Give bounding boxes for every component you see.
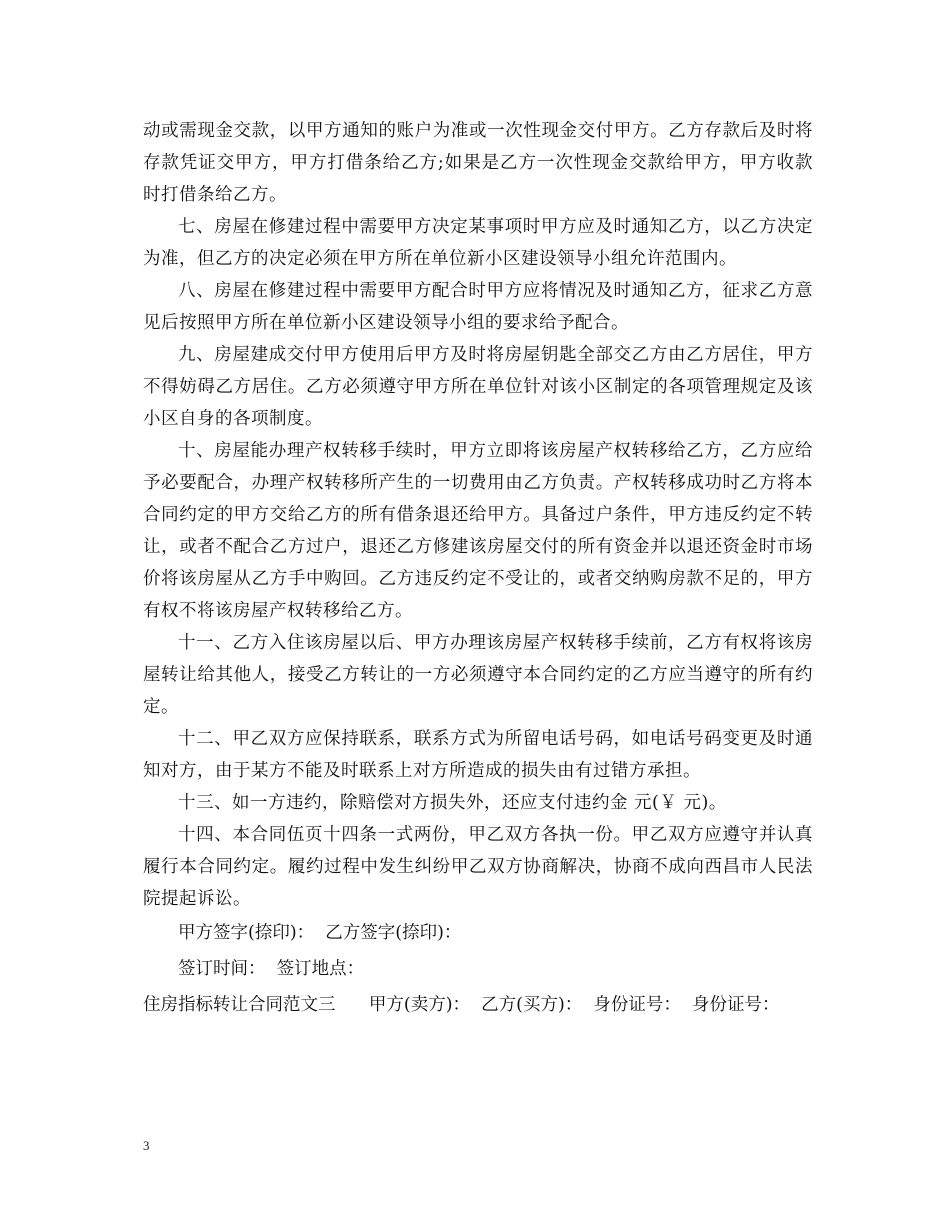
clause-14: 十四、本合同伍页十四条一式两份，甲乙双方各执一份。甲乙双方应遵守并认真履行本合同约定。履约过程中发生纠纷甲乙双方协商解决，协商不成向西昌市人民法院提起诉讼。 (143, 825, 813, 909)
clause-12: 十二、甲乙双方应保持联系，联系方式为所留电话号码，如电话号码变更及时通知对方，由于某方不能及时联系上对方所造成的损失由有过错方承担。 (143, 729, 813, 781)
clause-7: 七、房屋在修建过程中需要甲方决定某事项时甲方应及时通知乙方，以乙方决定为准，但乙方的决定必须在甲方所在单位新小区建设领导小组允许范围内。 (143, 217, 813, 269)
clause-13: 十三、如一方违约，除赔偿对方损失外，还应支付违约金 元(￥ 元)。 (178, 793, 727, 813)
clause-11: 十一、乙方入住该房屋以后、甲方办理该房屋产权转移手续前，乙方有权将该房屋转让给其他人，接受乙方转让的一方必须遵守本合同约定的乙方应当遵守的所有约定。 (143, 633, 813, 717)
clause-10: 十、房屋能办理产权转移手续时，甲方立即将该房屋产权转移给乙方，乙方应给予必要配合，办理产权转移所产生的一切费用由乙方负责。产权转移成功时乙方将本合同约定的甲方交给乙方的所有借条退还给甲方。具备过户条件，甲方违反约定不转让，或者不配合乙方过户，退还乙方修建该房屋交付的所有资金并以退还资金时市场价将该房屋从乙方手中购回。乙方违反约定不受让的，或者交纳购房款不足的，甲方有权不将该房屋产权转移给乙方。 (143, 441, 813, 621)
paragraph-continuation: 动或需现金交款，以甲方通知的账户为准或一次性现金交付甲方。乙方存款后及时将存款凭证交甲方，甲方打借条给乙方;如果是乙方一次性现金交款给甲方，甲方收款时打借条给乙方。 (143, 121, 813, 205)
next-contract-heading: 住房指标转让合同范文三 甲方(卖方)： 乙方(买方)： 身份证号： 身份证号： (143, 995, 780, 1015)
date-place-line: 签订时间： 签订地点： (178, 959, 365, 979)
document-body (143, 115, 813, 1023)
signature-line: 甲方签字(捺印)： 乙方签字(捺印)： (178, 923, 462, 943)
clause-9: 九、房屋建成交付甲方使用后甲方及时将房屋钥匙全部交乙方由乙方居住，甲方不得妨碍乙方居住。乙方必须遵守甲方所在单位针对该小区制定的各项管理规定及该小区自身的各项制度。 (143, 345, 813, 429)
clause-8: 八、房屋在修建过程中需要甲方配合时甲方应将情况及时通知乙方，征求乙方意见后按照甲方所在单位新小区建设领导小组的要求给予配合。 (143, 281, 813, 333)
page-number: 3 (143, 1138, 150, 1153)
